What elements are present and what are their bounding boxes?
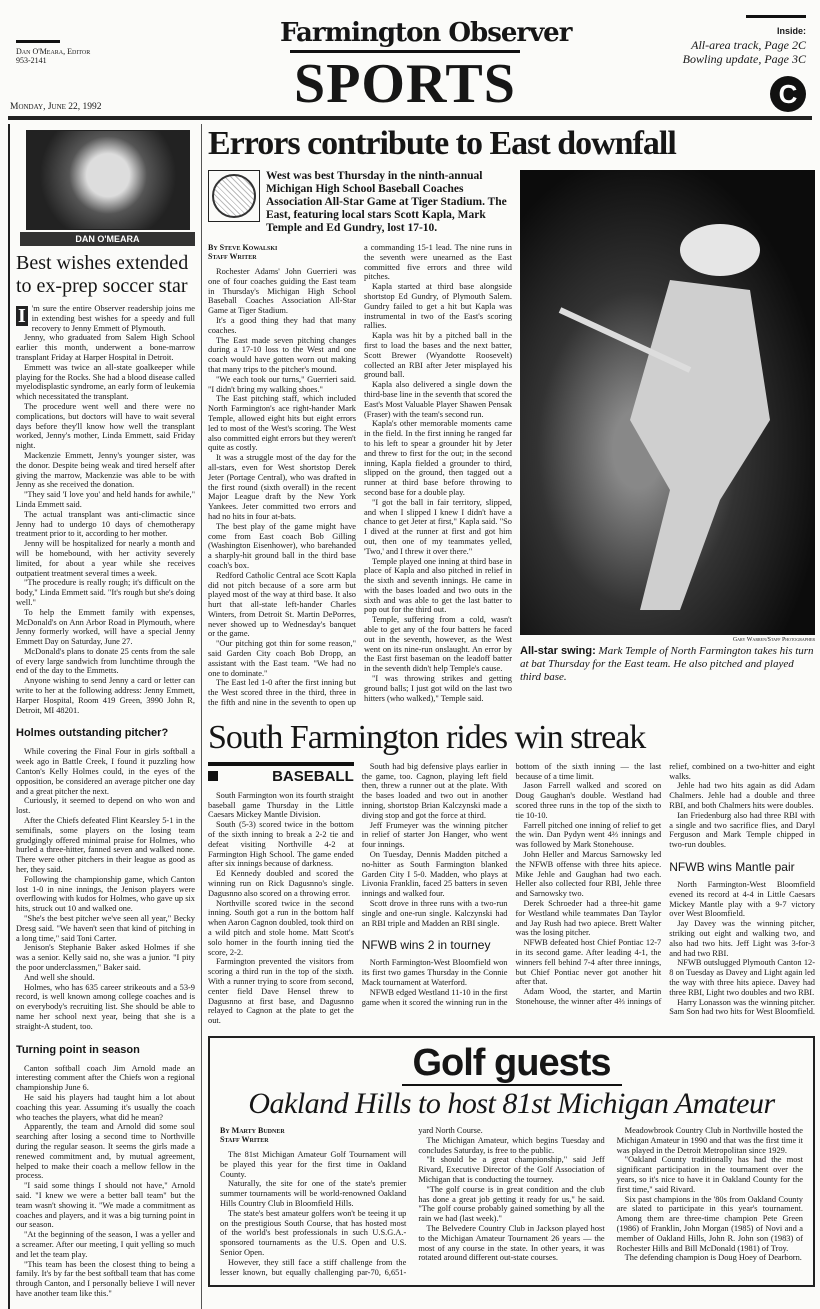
golf-article — [208, 1036, 815, 1287]
paragraph: And well she should. — [24, 972, 95, 982]
paragraph: "This team has been the closest thing to being a family. It's by far the best softball team that has come through Canton, and I personally believe I will never have another team like this." — [16, 1259, 195, 1298]
byline-name: By Steve Kowalski — [208, 243, 278, 252]
paragraph: Apparently, the team and Arnold did some soul searching after losing a second time to Northville during the regular season. It seems the girls made a renewed commitment and, by mutual agreement, helped to make their coach a mellow fellow in the process. — [16, 1122, 195, 1181]
errors-body — [208, 243, 512, 708]
paragraph: South Farmington won its fourth straight baseball game Thursday in the Little Caesars Mickey Mantle Division. — [208, 790, 354, 820]
paragraph: "I got the ball in fair territory, slipped, and when I slipped I knew I didn't have a chance to get Jeter at first," Kapla said. "So I dived at the runner at first and got him out, then one of my teammates yelled, 'Two,' and I threw it over there." — [364, 497, 512, 556]
paragraph: The East made seven pitching changes during a 17-10 loss to the West and one coach would have gotten worn out making that many trips to the pitcher's mound. — [208, 335, 356, 374]
paragraph: The East led 1-0 after the first inning but the West scored three in the third, three in the fifth and nine in the seventh to open up a commanding 15-1 lead. The nine runs in the seventh were unearned as the East committed five errors and three wild pitches. — [208, 243, 512, 708]
paragraph: Kapla also delivered a single down the third-base line in the seventh that scored the East's Most Valuable Player Shawen Pensak (Fraser) with the team's second run. — [364, 380, 512, 419]
paragraph: NFWB edged Westland 11-10 in the first game when it scored the winning run in the bottom of the sixth inning — the last because of a time limit. — [361, 761, 662, 1007]
inside-item[interactable]: All-area track, Page 2C — [691, 38, 806, 52]
paragraph: Emmett was twice an all-state goalkeeper while playing for the Rocks. She had a blood disease called myelodisplastic syndrome, an early form of leukemia which necessitated the transplant. — [16, 362, 195, 402]
banner-label: BASEBALL — [272, 767, 354, 785]
paragraph: South (5-3) scored twice in the bottom of the sixth inning to break a 2-2 tie and defeat visiting Northville 4-2 at Farmington High School. The game ended after six innings because of darkness. — [208, 820, 354, 869]
column-headline: Best wishes extended to ex-prep soccer star — [16, 252, 189, 297]
paragraph: Jeff Frumeyer was the winning pitcher in relief of starter Jon Hanger, who went four innings. — [361, 820, 508, 850]
byline-name: By Marty Budner — [220, 1125, 285, 1135]
paragraph: The East pitching staff, which included North Farmington's ace right-hander Mark Temple, allowed eight hits but eight errors led to most of the West's scoring. The West also committed eight errors but they weren't quite as costly. — [208, 394, 356, 453]
paragraph: On Tuesday, Dennis Madden pitched a no-hitter as South Farmington blanked Garden City I 5-0. Madden, who plays at Livonia Franklin, faced 25 batters in seven innings and walked four. — [361, 850, 508, 899]
paragraph: To help the Emmett family with expenses, McDonald's on Ann Arbor Road in Plymouth, where Jenny formerly worked, will have a special Jenny Emmett Day on Saturday, June 27. — [16, 607, 195, 647]
inside-box — [683, 15, 806, 66]
column-body — [16, 304, 195, 715]
errors-story — [208, 170, 815, 708]
paragraph: The defending champion is Doug Hoey of Dearborn. — [624, 1253, 802, 1263]
inside-label: Inside: — [776, 26, 806, 36]
baseball-logo-icon — [208, 170, 260, 222]
paragraph: Kapla started at third base alongside shortstop Ed Gundry, of Plymouth Salem. Gundry failed to get a hit but Kapla was instrumental in two of the East's scoring rallies. — [364, 282, 512, 331]
paragraph: Canton softball coach Jim Arnold made an interesting comment after the Chiefs won a regional championship June 6. — [16, 1063, 195, 1093]
paragraph: Jenny, who graduated from Salem High School earlier this month, underwent a bone-marrow transplant Friday at Harper Hospital in Detroit. — [16, 333, 195, 362]
paragraph: The Michigan Amateur, which begins Tuesday and concludes Saturday, is free to the public. — [418, 1135, 605, 1155]
south-body-c — [669, 880, 815, 1017]
golf-headline: Oakland Hills to host 81st Michigan Amateur — [248, 1086, 775, 1120]
paragraph: McDonald's plans to donate 25 cents from the sale of every large sandwich from lunchtime through the end of the day to the Emmetts. — [16, 646, 195, 676]
paragraph: "They said 'I love you' and held hands for awhile," Linda Emmett said. — [16, 490, 195, 509]
paragraph: North Farmington-West Bloomfield won its first two games Thursday in the Connie Mack tournament at Waterford. — [361, 958, 508, 987]
paragraph: Naturally, the site for one of the state's premier summer tournaments will be world-renowned Oakland Hills Country Club in Bloomfield Hills. — [220, 1179, 407, 1208]
paragraph: "I said some things I should not have," Arnold said. "I knew we were a better ball team" but the team wasn't showing it. "We made a commitment as coaches and players, and it was a big turning point in our season. — [16, 1181, 195, 1230]
paragraph: However, they still face a stiff challenge from the lesser known, but equally challenging par-70, 6,651-yard North Course. — [220, 1125, 483, 1277]
paragraph: NFWB outslugged Plymouth Canton 12-8 on Tuesday as Davey and Light again led the way with three hits apiece. Davey had three RBI, Light two doubles and two RBI. — [669, 958, 815, 997]
editor-name: Dan O'Meara, Editor — [16, 47, 91, 56]
paragraph: Derek Schroeder had a three-hit game for Westland while teammates Dan Taylor and Jay Rush had two apiece. Brett Walter was the losing pitcher. — [515, 899, 662, 938]
paragraph: The state's best amateur golfers won't be teeing it up on the prestigious South Course, that has hosted most of the world's best professionals in such U.S.G.A.-sponsored tournaments as the U.S. Open and U.S. Senior Open. — [220, 1208, 407, 1257]
paragraph: While covering the Final Four in girls softball a week ago in Battle Creek, I found it puzzling how Canton's Kelly Holmes could, in the eyes of the opposition, be considered an average pitcher one day and a great pitcher the next. — [16, 747, 195, 796]
byline-role: Staff Writer — [220, 1134, 269, 1144]
paragraph: Kapla was hit by a pitched ball in the first to load the bases and the next batter, Scott Brewer (Wyandotte Roosevelt) collected an RBI after Jeter misplayed his ground ball. — [364, 331, 512, 380]
turning-point-body — [16, 1064, 195, 1299]
holmes-body — [16, 747, 195, 1031]
masthead — [280, 18, 572, 115]
paragraph: 'm sure the entire Observer readership joins me in extending best wishes for a speedy and full recovery to Jenny Emmett of Plymouth. — [31, 304, 195, 333]
subhead-holmes: Holmes outstanding pitcher? — [16, 727, 169, 740]
south-headline: South Farmington rides win streak — [208, 718, 646, 756]
paragraph: Anyone wishing to send Jenny a card or letter can write to her at the following address: Jenny Emmett, Harper Hospital, Room 419 Green, 3990 John R, Detroit, MI 48201. — [16, 676, 195, 715]
paragraph: South had big defensive plays earlier in the game, too. Cagnon, playing left field then, threw a runner out at the plate. With the bases loaded and two out in another inning, shortstop Brian Kalczynski made a diving stop and got the force at third. — [361, 761, 508, 820]
columnist-photo — [26, 130, 190, 230]
subhead-nfwb-mantle: NFWB wins Mantle pair — [669, 860, 795, 875]
paragraph: He said his players had taught him a lot about coaching this year. Assuming it's usually the coach who teaches the players, what did he mean? — [16, 1092, 195, 1122]
golf-title: Golf guests — [412, 1041, 611, 1084]
main-area — [208, 124, 815, 1287]
paragraph: "At the beginning of the season, I was a yeller and a screamer. After our meeting, I quit yelling so much and let the team play. — [16, 1230, 195, 1259]
errors-text-area — [208, 170, 512, 708]
square-bullet-icon — [208, 771, 218, 781]
paragraph: Mackenzie Emmett, Jenny's younger sister, was the donor. Despite being weak and tired herself after giving the marrow, Mackenzie was able to be with Jenny as she received the donation. — [16, 450, 195, 490]
paragraph: Meadowbrook Country Club in Northville hosted the Michigan Amateur in 1990 and that was the first time it was played in the Detroit Metropolitan since 1929. — [616, 1125, 803, 1155]
editor-phone: 953-2141 — [16, 56, 47, 65]
golf-body — [220, 1126, 803, 1277]
errors-headline: Errors contribute to East downfall — [208, 125, 676, 162]
paragraph: Jay Davey was the winning pitcher, striking out eight and walking two, and also had two hits. Jeff Light was 3-for-3 and had two RBI. — [669, 919, 815, 958]
paragraph: Curiously, it seemed to depend on who won and lost. — [16, 796, 195, 816]
paragraph: "Our pitching got thin for some reason," said Garden City coach Bob Dropp, an assistant with the East team. "We had no one to dominate." — [208, 639, 356, 678]
paragraph: "I was throwing strikes and getting ground balls; I just got wild on the last two hitters (who walked)," Temple said. — [364, 674, 512, 703]
paragraph: NFWB defeated host Chief Pontiac 12-7 in its second game. After leading 4-1, the winners fell behind 7-4 after three innings, but Chief Pontiac never got another hit after that. — [515, 938, 662, 987]
batter-photo — [520, 170, 815, 635]
paragraph: Farrell pitched one inning of relief to get the win. Dan Pydyn went 4⅔ innings and was followed by Mark Stonehouse. — [515, 820, 662, 850]
paragraph: "The procedure is really rough; it's difficult on the body," Linda Emmett said. "It's rough but she's doing well." — [16, 578, 195, 607]
caption-text: Mark Temple of North Farmington takes his turn at bat Thursday for the East team. He also pitched and played third base. — [520, 645, 814, 683]
photo-area — [520, 170, 815, 684]
golf-paragraphs — [220, 1126, 803, 1277]
batter-silhouette-icon — [520, 170, 815, 635]
paragraph: Ed Kennedy doubled and scored the winning run on Rick Dagusnno's single. Dagusnno also scored on a throwing error. — [208, 869, 354, 898]
columnist-section — [8, 124, 202, 1309]
columnist-name: DAN O'MEARA — [20, 232, 195, 246]
baseball-banner — [208, 762, 354, 785]
paragraph: It was a struggle most of the day for the all-stars, even for West shortstop Derek Jeter (Portage Central), who was drafted in the first round (sixth overall) in the recent Major League draft by the New York Yankees. Jeter committed two errors and had no hits in four at-bats. — [208, 453, 356, 521]
errors-article — [208, 243, 512, 708]
paragraph: "She's the best pitcher we've seen all year," Becky Dresg said. "We haven't seen that kind of pitching in a long time," said Toni Carter. — [16, 914, 195, 943]
byline-role: Staff Writer — [208, 252, 257, 261]
subhead-nfwb-tourney: NFWB wins 2 in tourney — [361, 938, 491, 953]
paragraph: Jehle had two hits again as did Adam Chalmers. Jehle had a double and three RBI, and both Chalmers hits were doubles. — [669, 781, 815, 811]
paragraph: John Heller and Marcus Sarnowsky led the NFWB offense with three hits apiece. Mike Jehle and Gaughan had two each. Heller also collected four RBI, Jehle three and Sarnowsky two. — [515, 850, 662, 899]
paragraph: Adam Wood, the starter, and Martin Stonehouse, the winner after 4⅔ innings of relief, combined on a two-hitter and eight walks. — [515, 761, 815, 1006]
paragraph: After the Chiefs defeated Flint Kearsley 5-1 in the semifinals, some players on the losing team grudgingly offered minimal praise for Holmes, who hurled a three-hitter, fanned seven and walked none. There were other pitchers in their league as good as her, they said. — [16, 816, 195, 875]
paragraph: Harry Lonasson was the winning pitcher. Sam Son had two hits for West Bloomfield. — [669, 997, 815, 1017]
paragraph: "It should be a great championship," said Jeff Rivard, Executive Director of the Golf Association of Michigan that is conducting the tourney. — [418, 1155, 605, 1184]
section-title: SPORTS — [294, 53, 516, 115]
issue-date: Monday, June 22, 1992 — [10, 102, 102, 112]
paragraph: The procedure went well and there were no complications, but doctors will have to wait several days before they'll know how well the transplant worked, Jenny's mother, Linda Emmett, said Friday night. — [16, 401, 195, 451]
paragraph: Rochester Adams' John Guerrieri was one of four coaches guiding the East team in Thursday's Michigan High School Baseball Coaches Association All-Star Game at Tiger Stadium. — [208, 267, 356, 316]
paragraph: Jason Farrell walked and scored on Doug Gaughan's double. Westland had scored three runs in the top of the sixth to tie 10-10. — [515, 781, 662, 820]
paragraph: "We each took our turns," Guerrieri said. "I didn't bring my walking shoes." — [208, 374, 356, 394]
section-letter: C — [770, 76, 806, 112]
paragraph: The 81st Michigan Amateur Golf Tournament will be played this year for the first time in Oakland County. — [220, 1149, 407, 1179]
byline — [220, 1126, 406, 1144]
editor-info — [16, 40, 90, 65]
paragraph: The Belvedere Country Club in Jackson played host to the Michigan Amateur Tournament 26 years — the most of any course in the state. In other years, it was rotated around different out-state courses. — [418, 1223, 605, 1263]
paragraph: Jenison's Stephanie Baker asked Holmes if she was a senior. Kelly said no, she was a junior. "I pity the poor underclassmen," Baker said. — [16, 943, 195, 972]
paragraph: Ian Friedenburg also had three RBI with a single and two sacrifice flies, and Daryl Ferguson and Mark Temple chipped in two-run doubles. — [669, 810, 815, 850]
paragraph: Temple played one inning at third base in place of Kapla and also pitched in relief in the sixth and seventh innings. He came in with the bases loaded and two outs in the sixth and was able to get the last batter to pop out for the third out. — [364, 556, 512, 615]
errors-deck: West was best Thursday in the ninth-annual Michigan High School Baseball Coaches Association All-Star Game at Tiger Stadium. The East, featuring local stars Scott Kapla, Mark Temple and Ed Gundry, lost 17-10. — [266, 170, 507, 234]
subhead-turning-point: Turning point in season — [16, 1043, 140, 1056]
paragraph: "The golf course is in great condition and the club has done a great job getting it ready for us," he said. "The golf course probably gained something by all the rain we had (last week)." — [418, 1184, 605, 1224]
paragraph: The actual transplant was anti-climactic since Jenny had to undergo 10 days of chemotherapy treatment prior to it, according to her mother. — [16, 509, 195, 539]
paragraph: Jenny will be hospitalized for nearly a month and will be homebound, with her activity severely limited, for about a year while she receives outpatient treatment several times a week. — [16, 539, 195, 578]
caption-lead: All-star swing: — [520, 645, 596, 657]
paragraph: The best play of the game might have come from East coach Bob Gilling (Washington Eisenhower), who barehanded a sharply-hit ground ball in the third base coach's box. — [208, 521, 356, 570]
paragraph: Farmington prevented the visitors from scoring a third run in the top of the sixth. With a runner trying to score from second, center field Dave Hensel threw to Dagusnno at first base, and Dagusnno relayed to Cagnon at the plate to get the out. — [208, 957, 354, 1026]
paragraph: Redford Catholic Central ace Scott Kapla did not pitch because of a sore arm but played most of the way at third base. It also hurt that all-state left-hander Charles Winters, from Detroit St. Martin DePorres, never showed up to Wednesday's banquet or the game. — [208, 570, 356, 639]
paragraph: It's a good thing they had that many coaches. — [208, 315, 356, 335]
photo-caption — [520, 645, 815, 684]
paragraph: Temple, suffering from a cold, wasn't able to get any of the four batters he faced out in the seventh, however, as the West went on its nine-run onslaught. An error by the East first baseman on the leadoff batter in the seventh didn't help Temple's cause. — [364, 615, 512, 674]
paragraph: North Farmington-West Bloomfield evened its record at 4-4 in Little Caesars Mickey Mantle play with a 9-7 victory over West Bloomfield. — [669, 880, 815, 919]
paragraph: Scott drove in three runs with a two-run single and one-run single. Kalczynski had an RBI triple and Madden an RBI single. — [361, 899, 508, 928]
paragraph: "Oakland County traditionally has had the most significant participation in the tournament over the years, so it's nice to have it in Oakland County for the first time," said Rivard. — [616, 1155, 803, 1194]
paper-name: Farmington Observer — [280, 18, 572, 48]
byline — [208, 243, 356, 261]
paragraph: Northville scored twice in the second inning. South got a run in the bottom half when Aaron Cagnon doubled, took third on a wild pitch and stole home. Matt Scott's solo homer in the fourth inning tied the score, 2-2. — [208, 898, 354, 957]
photo-credit: Gary Warren/Staff Photographer — [732, 637, 815, 643]
paragraph: Six past champions in the '80s from Oakland County are slated to participate in this year's tournament. Among them are three-time champion Pete Green (1986) of Franklin, John Morgan (1985) of Novi and a member of Oakland Hills, John R. John son (1983) of Rochester Hills and Bill McDonald (1981) of Troy. — [616, 1194, 803, 1253]
paragraph: Following the championship game, which Canton lost 1-0 in nine innings, the Jenison players were overflowing with kudos for Holmes, who gave up six hits, struck out 10 and walked one. — [16, 874, 195, 914]
divider — [8, 116, 812, 120]
south-article — [208, 762, 815, 1026]
paragraph: Holmes, who has 635 career strikeouts and a 53-9 record, is well known among college coaches and is on everybody's recruiting list. She should be able to name her school next year, being that she is a straight-A student, too. — [16, 982, 195, 1031]
inside-item[interactable]: Bowling update, Page 3C — [682, 52, 806, 66]
drop-cap: I — [18, 305, 26, 327]
paragraph: Kapla's other memorable moments came in the field. In the first inning he ranged far to his left to spear a grounder hit by Jeter and threw to first for the out; in the second inning, Kapla fielded a grounder to third, slipped on the ground, then tagged out a runner at third base before throwing to second base for a double play. — [364, 419, 512, 497]
